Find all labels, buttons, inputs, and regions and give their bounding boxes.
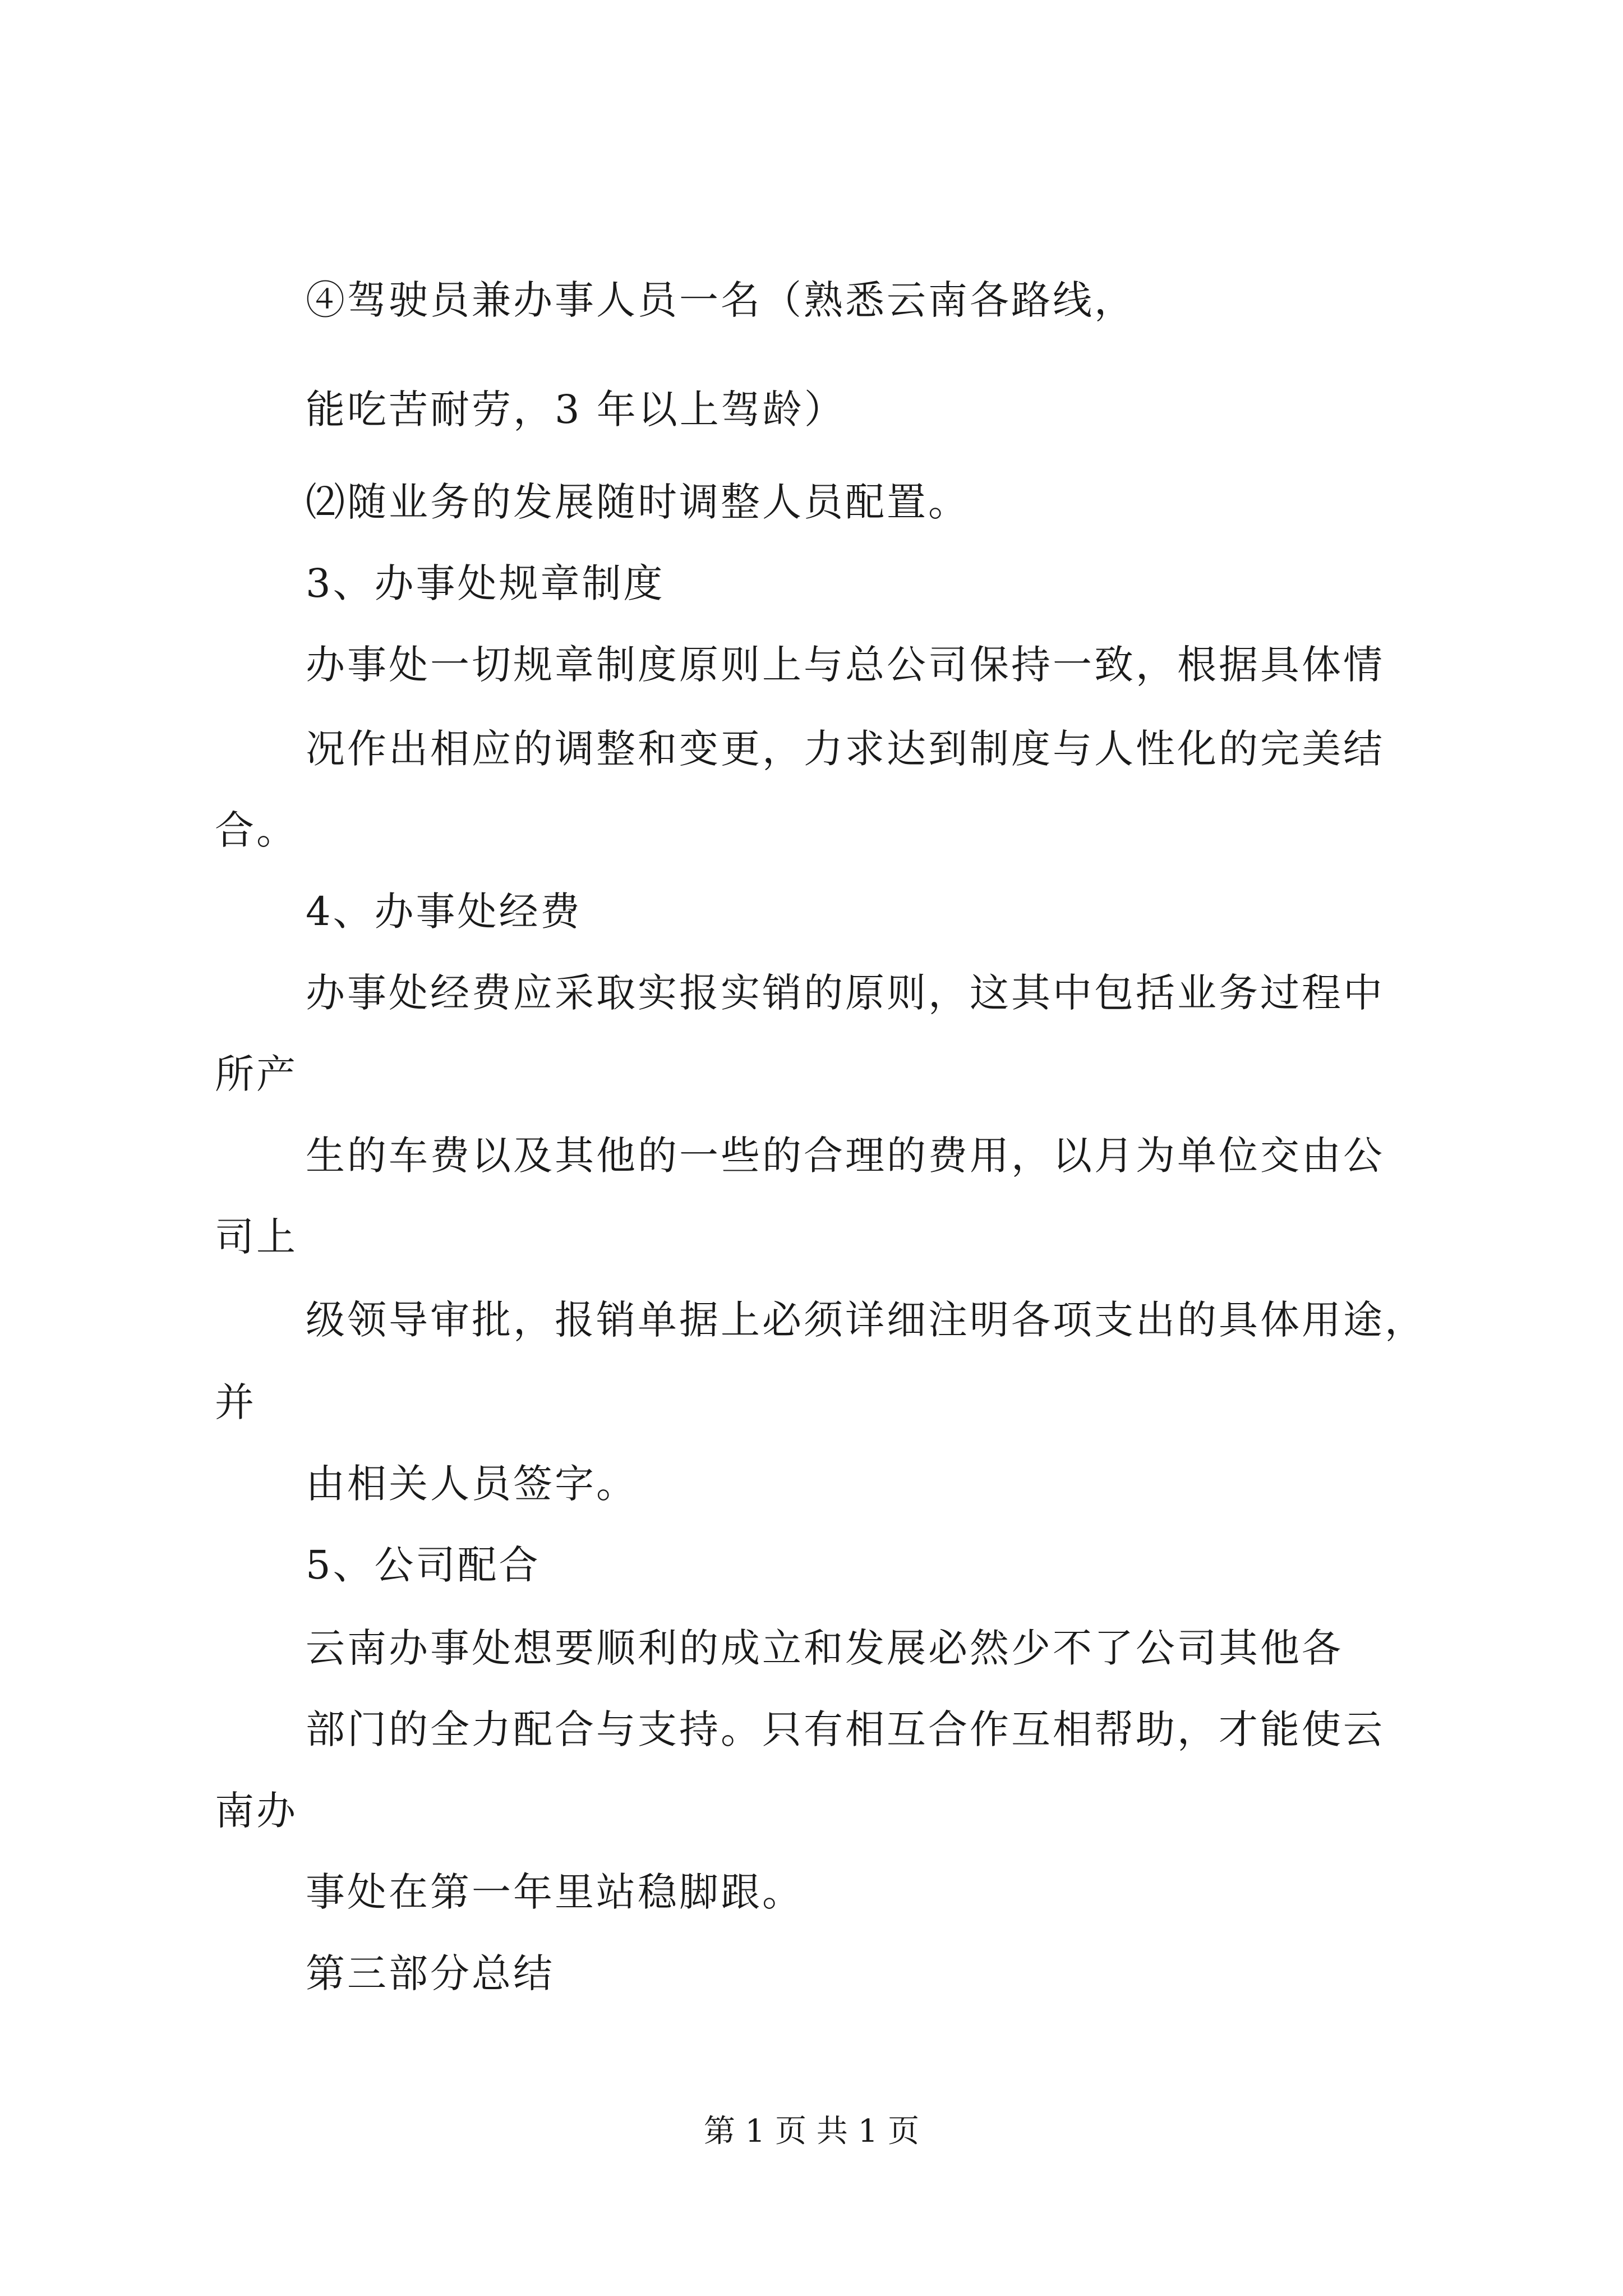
- text-line: 办事处一切规章制度原则上与总公司保持一致，根据具体情: [306, 642, 1385, 688]
- text-line: 南办: [215, 1788, 298, 1834]
- section-heading: 5、公司配合: [306, 1542, 541, 1588]
- section-heading: 4、办事处经费: [306, 889, 582, 935]
- text-line: 部门的全力配合与支持。只有相互合作互相帮助，才能使云: [306, 1706, 1385, 1752]
- text-line: 合。: [215, 807, 298, 853]
- text-line: 并: [215, 1379, 256, 1425]
- text-line: 事处在第一年里站稳脚跟。: [306, 1869, 804, 1915]
- text-line: 能吃苦耐劳，3 年以上驾龄）: [306, 386, 846, 432]
- section-heading: 3、办事处规章制度: [306, 560, 665, 606]
- text-line: 所产: [215, 1051, 298, 1097]
- text-line: 司上: [215, 1214, 298, 1260]
- text-line: ④驾驶员兼办事人员一名（熟悉云南各路线，: [306, 277, 1136, 323]
- text-line: 由相关人员签字。: [306, 1461, 638, 1507]
- text-line: 云南办事处想要顺利的成立和发展必然少不了公司其他各: [306, 1625, 1343, 1671]
- text-line: 办事处经费应采取实报实销的原则，这其中包括业务过程中: [306, 970, 1385, 1016]
- text-line: 况作出相应的调整和变更，力求达到制度与人性化的完美结: [306, 726, 1385, 772]
- page-number-footer: 第 1 页 共 1 页: [703, 2113, 920, 2150]
- text-line: 生的车费以及其他的一些的合理的费用，以月为单位交由公: [306, 1133, 1385, 1179]
- text-line: ⑵随业务的发展随时调整人员配置。: [306, 479, 970, 525]
- text-line: 级领导审批，报销单据上必须详细注明各项支出的具体用途，: [306, 1297, 1426, 1343]
- section-heading: 第三部分总结: [306, 1950, 555, 1996]
